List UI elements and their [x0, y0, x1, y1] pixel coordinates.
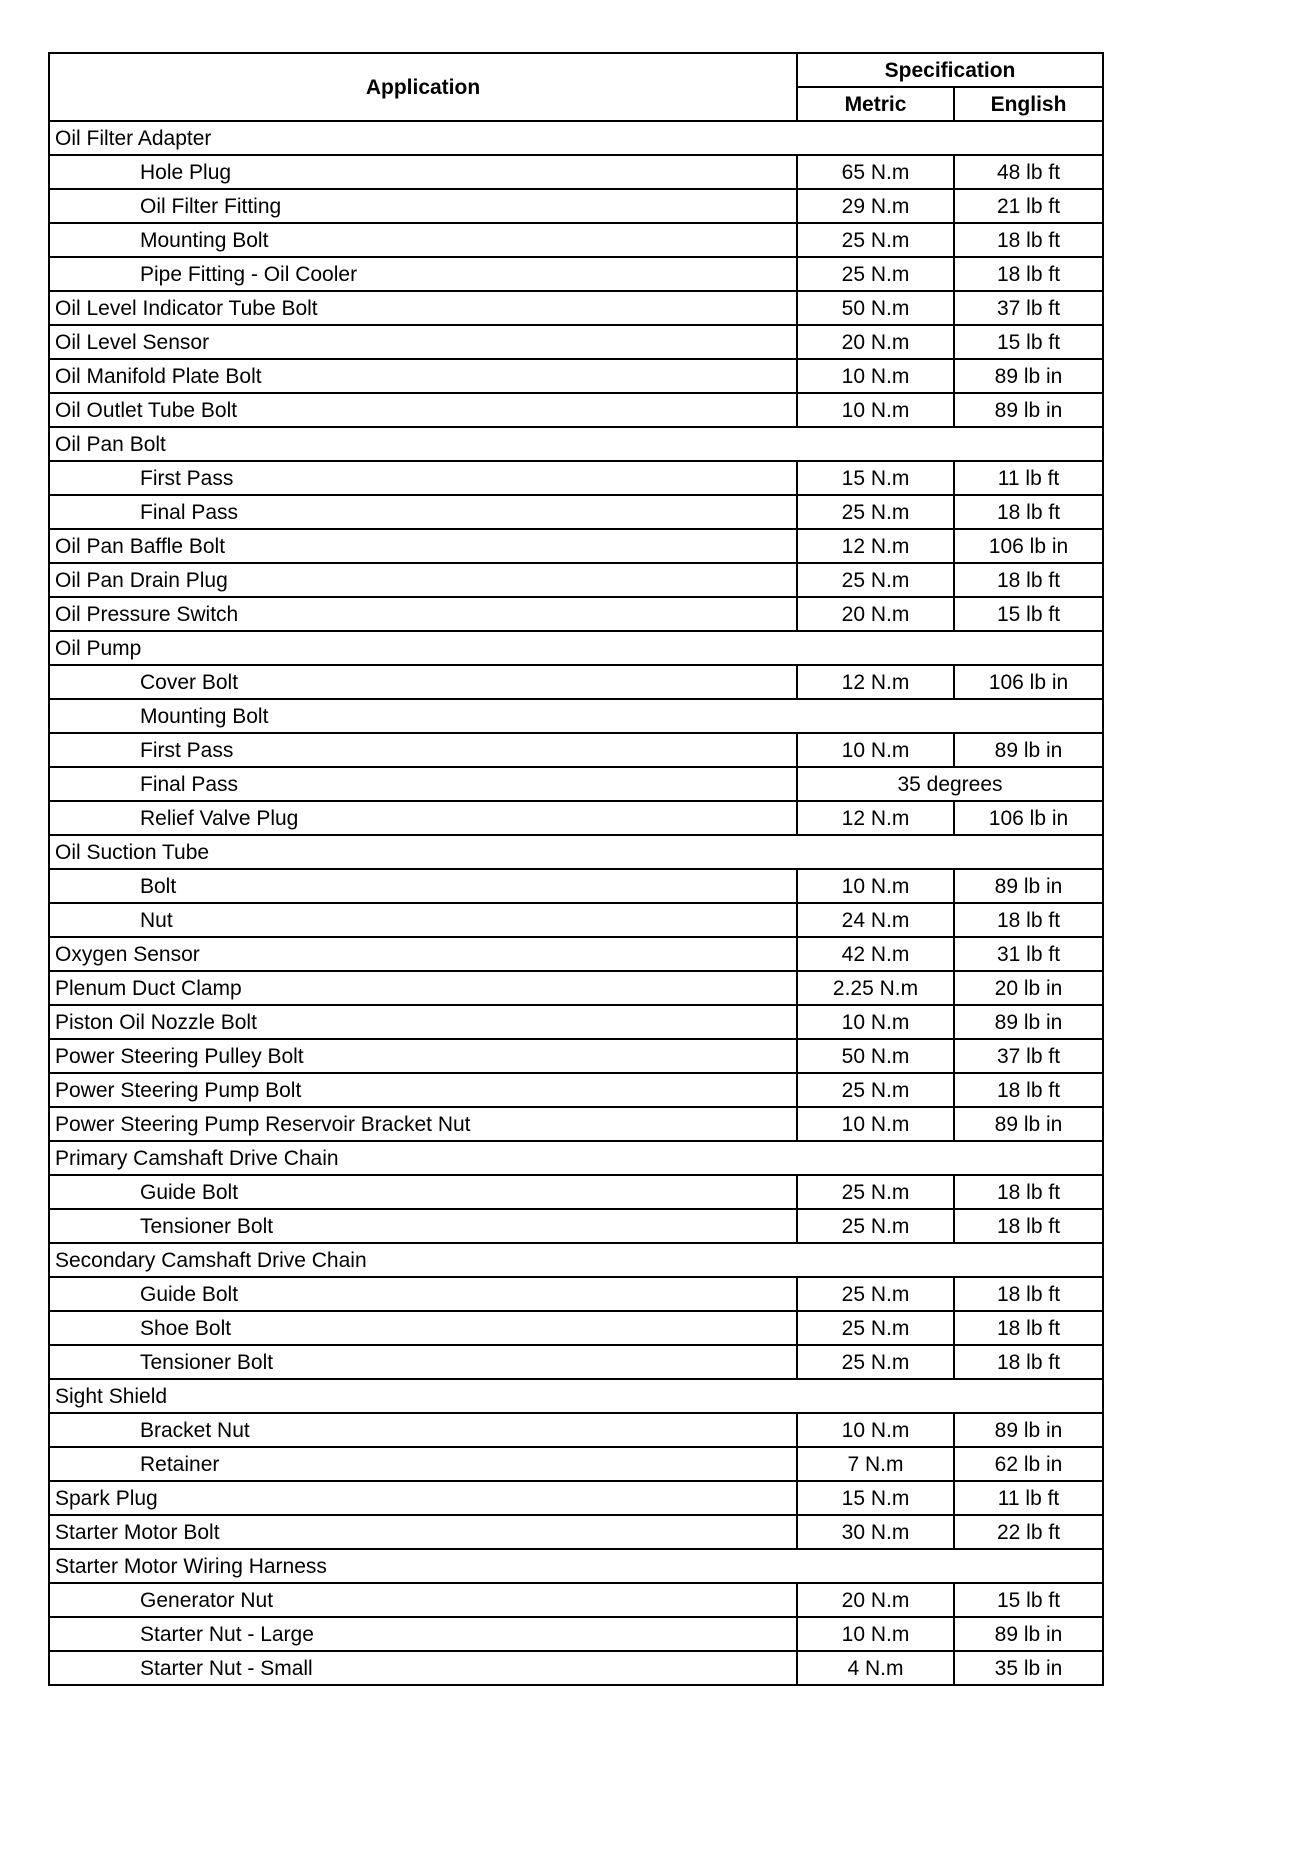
table-row	[49, 325, 1103, 359]
application-cell: Oil Pressure Switch	[49, 597, 797, 631]
metric-cell: 10 N.m	[797, 393, 954, 427]
english-cell: 62 lb in	[954, 1447, 1103, 1481]
table-row	[49, 1515, 1103, 1549]
specification-header: Specification	[797, 53, 1103, 87]
english-cell: 18 lb ft	[954, 495, 1103, 529]
table-row	[49, 257, 1103, 291]
english-cell: 18 lb ft	[954, 1345, 1103, 1379]
table-header	[49, 53, 1103, 121]
english-cell: 89 lb in	[954, 1005, 1103, 1039]
english-cell: 31 lb ft	[954, 937, 1103, 971]
application-cell: First Pass	[49, 733, 797, 767]
english-cell: 106 lb in	[954, 801, 1103, 835]
table-row	[49, 563, 1103, 597]
english-cell: 18 lb ft	[954, 903, 1103, 937]
group-row	[49, 699, 1103, 733]
application-cell: Oil Level Indicator Tube Bolt	[49, 291, 797, 325]
application-cell: Oil Pan Drain Plug	[49, 563, 797, 597]
application-cell: Starter Motor Wiring Harness	[49, 1549, 1103, 1583]
metric-cell: 30 N.m	[797, 1515, 954, 1549]
metric-cell: 2.25 N.m	[797, 971, 954, 1005]
metric-cell: 25 N.m	[797, 1345, 954, 1379]
english-cell: 106 lb in	[954, 665, 1103, 699]
english-cell: 15 lb ft	[954, 1583, 1103, 1617]
metric-cell: 20 N.m	[797, 1583, 954, 1617]
application-cell: Power Steering Pump Reservoir Bracket Nut	[49, 1107, 797, 1141]
application-cell: Generator Nut	[49, 1583, 797, 1617]
table-body	[49, 121, 1103, 1685]
english-cell: 18 lb ft	[954, 223, 1103, 257]
english-cell: 18 lb ft	[954, 1175, 1103, 1209]
application-cell: Oil Suction Tube	[49, 835, 1103, 869]
metric-cell: 10 N.m	[797, 733, 954, 767]
group-row	[49, 1141, 1103, 1175]
metric-cell: 24 N.m	[797, 903, 954, 937]
torque-spec-table	[48, 52, 1104, 1686]
metric-cell: 25 N.m	[797, 1073, 954, 1107]
application-cell: Oil Outlet Tube Bolt	[49, 393, 797, 427]
metric-cell: 12 N.m	[797, 801, 954, 835]
application-cell: Sight Shield	[49, 1379, 1103, 1413]
metric-cell: 10 N.m	[797, 1413, 954, 1447]
metric-cell: 10 N.m	[797, 1107, 954, 1141]
application-cell: Mounting Bolt	[49, 223, 797, 257]
english-cell: 20 lb in	[954, 971, 1103, 1005]
english-cell: 18 lb ft	[954, 1073, 1103, 1107]
application-cell: Bracket Nut	[49, 1413, 797, 1447]
table-row	[49, 767, 1103, 801]
group-row	[49, 427, 1103, 461]
application-cell: Cover Bolt	[49, 665, 797, 699]
application-header: Application	[49, 53, 797, 121]
english-cell: 18 lb ft	[954, 257, 1103, 291]
english-cell: 11 lb ft	[954, 1481, 1103, 1515]
application-cell: First Pass	[49, 461, 797, 495]
metric-cell: 12 N.m	[797, 665, 954, 699]
table-row	[49, 1277, 1103, 1311]
application-cell: Spark Plug	[49, 1481, 797, 1515]
table-row	[49, 155, 1103, 189]
application-cell: Oil Level Sensor	[49, 325, 797, 359]
english-cell: 18 lb ft	[954, 563, 1103, 597]
english-cell: 11 lb ft	[954, 461, 1103, 495]
table-row	[49, 665, 1103, 699]
english-cell: 89 lb in	[954, 1617, 1103, 1651]
table-row	[49, 1481, 1103, 1515]
english-cell: 22 lb ft	[954, 1515, 1103, 1549]
table-row	[49, 1447, 1103, 1481]
table-row	[49, 1651, 1103, 1685]
table-row	[49, 1005, 1103, 1039]
application-cell: Relief Valve Plug	[49, 801, 797, 835]
metric-cell: 25 N.m	[797, 223, 954, 257]
table-row	[49, 1617, 1103, 1651]
table-row	[49, 1413, 1103, 1447]
application-cell: Power Steering Pump Bolt	[49, 1073, 797, 1107]
application-cell: Tensioner Bolt	[49, 1345, 797, 1379]
english-cell: 18 lb ft	[954, 1209, 1103, 1243]
table-row	[49, 937, 1103, 971]
group-row	[49, 1379, 1103, 1413]
table-row	[49, 1209, 1103, 1243]
application-cell: Guide Bolt	[49, 1277, 797, 1311]
group-row	[49, 121, 1103, 155]
application-cell: Guide Bolt	[49, 1175, 797, 1209]
metric-cell: 25 N.m	[797, 495, 954, 529]
application-cell: Nut	[49, 903, 797, 937]
english-cell: 89 lb in	[954, 359, 1103, 393]
group-row	[49, 631, 1103, 665]
metric-cell: 7 N.m	[797, 1447, 954, 1481]
metric-cell: 10 N.m	[797, 869, 954, 903]
application-cell: Hole Plug	[49, 155, 797, 189]
application-cell: Piston Oil Nozzle Bolt	[49, 1005, 797, 1039]
application-cell: Tensioner Bolt	[49, 1209, 797, 1243]
application-cell: Oil Filter Fitting	[49, 189, 797, 223]
table-row	[49, 495, 1103, 529]
application-cell: Oil Pan Baffle Bolt	[49, 529, 797, 563]
metric-cell: 25 N.m	[797, 1311, 954, 1345]
metric-cell: 42 N.m	[797, 937, 954, 971]
application-cell: Final Pass	[49, 495, 797, 529]
metric-cell: 50 N.m	[797, 291, 954, 325]
metric-cell: 65 N.m	[797, 155, 954, 189]
table-row	[49, 801, 1103, 835]
metric-cell: 50 N.m	[797, 1039, 954, 1073]
table-row	[49, 291, 1103, 325]
english-cell: 48 lb ft	[954, 155, 1103, 189]
metric-cell: 20 N.m	[797, 325, 954, 359]
application-cell: Primary Camshaft Drive Chain	[49, 1141, 1103, 1175]
english-cell: 18 lb ft	[954, 1277, 1103, 1311]
application-cell: Retainer	[49, 1447, 797, 1481]
english-cell: 89 lb in	[954, 1413, 1103, 1447]
table-row	[49, 1039, 1103, 1073]
metric-cell: 10 N.m	[797, 1617, 954, 1651]
application-cell: Starter Nut - Small	[49, 1651, 797, 1685]
english-cell: 89 lb in	[954, 1107, 1103, 1141]
metric-cell: 25 N.m	[797, 1209, 954, 1243]
application-cell: Oil Pan Bolt	[49, 427, 1103, 461]
metric-cell: 20 N.m	[797, 597, 954, 631]
english-cell: 37 lb ft	[954, 291, 1103, 325]
english-cell: 89 lb in	[954, 733, 1103, 767]
metric-cell: 10 N.m	[797, 359, 954, 393]
application-cell: Oil Manifold Plate Bolt	[49, 359, 797, 393]
metric-cell: 25 N.m	[797, 563, 954, 597]
english-cell: 35 lb in	[954, 1651, 1103, 1685]
english-cell: 37 lb ft	[954, 1039, 1103, 1073]
table-row	[49, 903, 1103, 937]
table-row	[49, 869, 1103, 903]
application-cell: Mounting Bolt	[49, 699, 1103, 733]
metric-header: Metric	[797, 87, 954, 121]
application-cell: Oil Filter Adapter	[49, 121, 1103, 155]
table-row	[49, 1583, 1103, 1617]
table-row	[49, 461, 1103, 495]
metric-cell: 4 N.m	[797, 1651, 954, 1685]
group-row	[49, 1243, 1103, 1277]
metric-cell: 15 N.m	[797, 1481, 954, 1515]
table-row	[49, 189, 1103, 223]
metric-cell: 25 N.m	[797, 257, 954, 291]
application-cell: Secondary Camshaft Drive Chain	[49, 1243, 1103, 1277]
table-row	[49, 1311, 1103, 1345]
table-row	[49, 597, 1103, 631]
metric-cell: 25 N.m	[797, 1175, 954, 1209]
metric-cell: 12 N.m	[797, 529, 954, 563]
english-cell: 15 lb ft	[954, 325, 1103, 359]
table-row	[49, 223, 1103, 257]
metric-cell: 29 N.m	[797, 189, 954, 223]
english-cell: 21 lb ft	[954, 189, 1103, 223]
table-row	[49, 1175, 1103, 1209]
application-cell: Starter Motor Bolt	[49, 1515, 797, 1549]
english-header: English	[954, 87, 1103, 121]
application-cell: Shoe Bolt	[49, 1311, 797, 1345]
application-cell: Plenum Duct Clamp	[49, 971, 797, 1005]
specification-cell: 35 degrees	[797, 767, 1103, 801]
english-cell: 15 lb ft	[954, 597, 1103, 631]
application-cell: Power Steering Pulley Bolt	[49, 1039, 797, 1073]
application-cell: Bolt	[49, 869, 797, 903]
english-cell: 106 lb in	[954, 529, 1103, 563]
metric-cell: 10 N.m	[797, 1005, 954, 1039]
english-cell: 89 lb in	[954, 393, 1103, 427]
table-row	[49, 393, 1103, 427]
table-row	[49, 529, 1103, 563]
application-cell: Starter Nut - Large	[49, 1617, 797, 1651]
table-row	[49, 1345, 1103, 1379]
metric-cell: 15 N.m	[797, 461, 954, 495]
table-row	[49, 733, 1103, 767]
table-row	[49, 359, 1103, 393]
metric-cell: 25 N.m	[797, 1277, 954, 1311]
english-cell: 18 lb ft	[954, 1311, 1103, 1345]
application-cell: Oil Pump	[49, 631, 1103, 665]
group-row	[49, 1549, 1103, 1583]
table-row	[49, 1073, 1103, 1107]
application-cell: Final Pass	[49, 767, 797, 801]
english-cell: 89 lb in	[954, 869, 1103, 903]
application-cell: Pipe Fitting - Oil Cooler	[49, 257, 797, 291]
table-row	[49, 1107, 1103, 1141]
application-cell: Oxygen Sensor	[49, 937, 797, 971]
table-row	[49, 971, 1103, 1005]
group-row	[49, 835, 1103, 869]
